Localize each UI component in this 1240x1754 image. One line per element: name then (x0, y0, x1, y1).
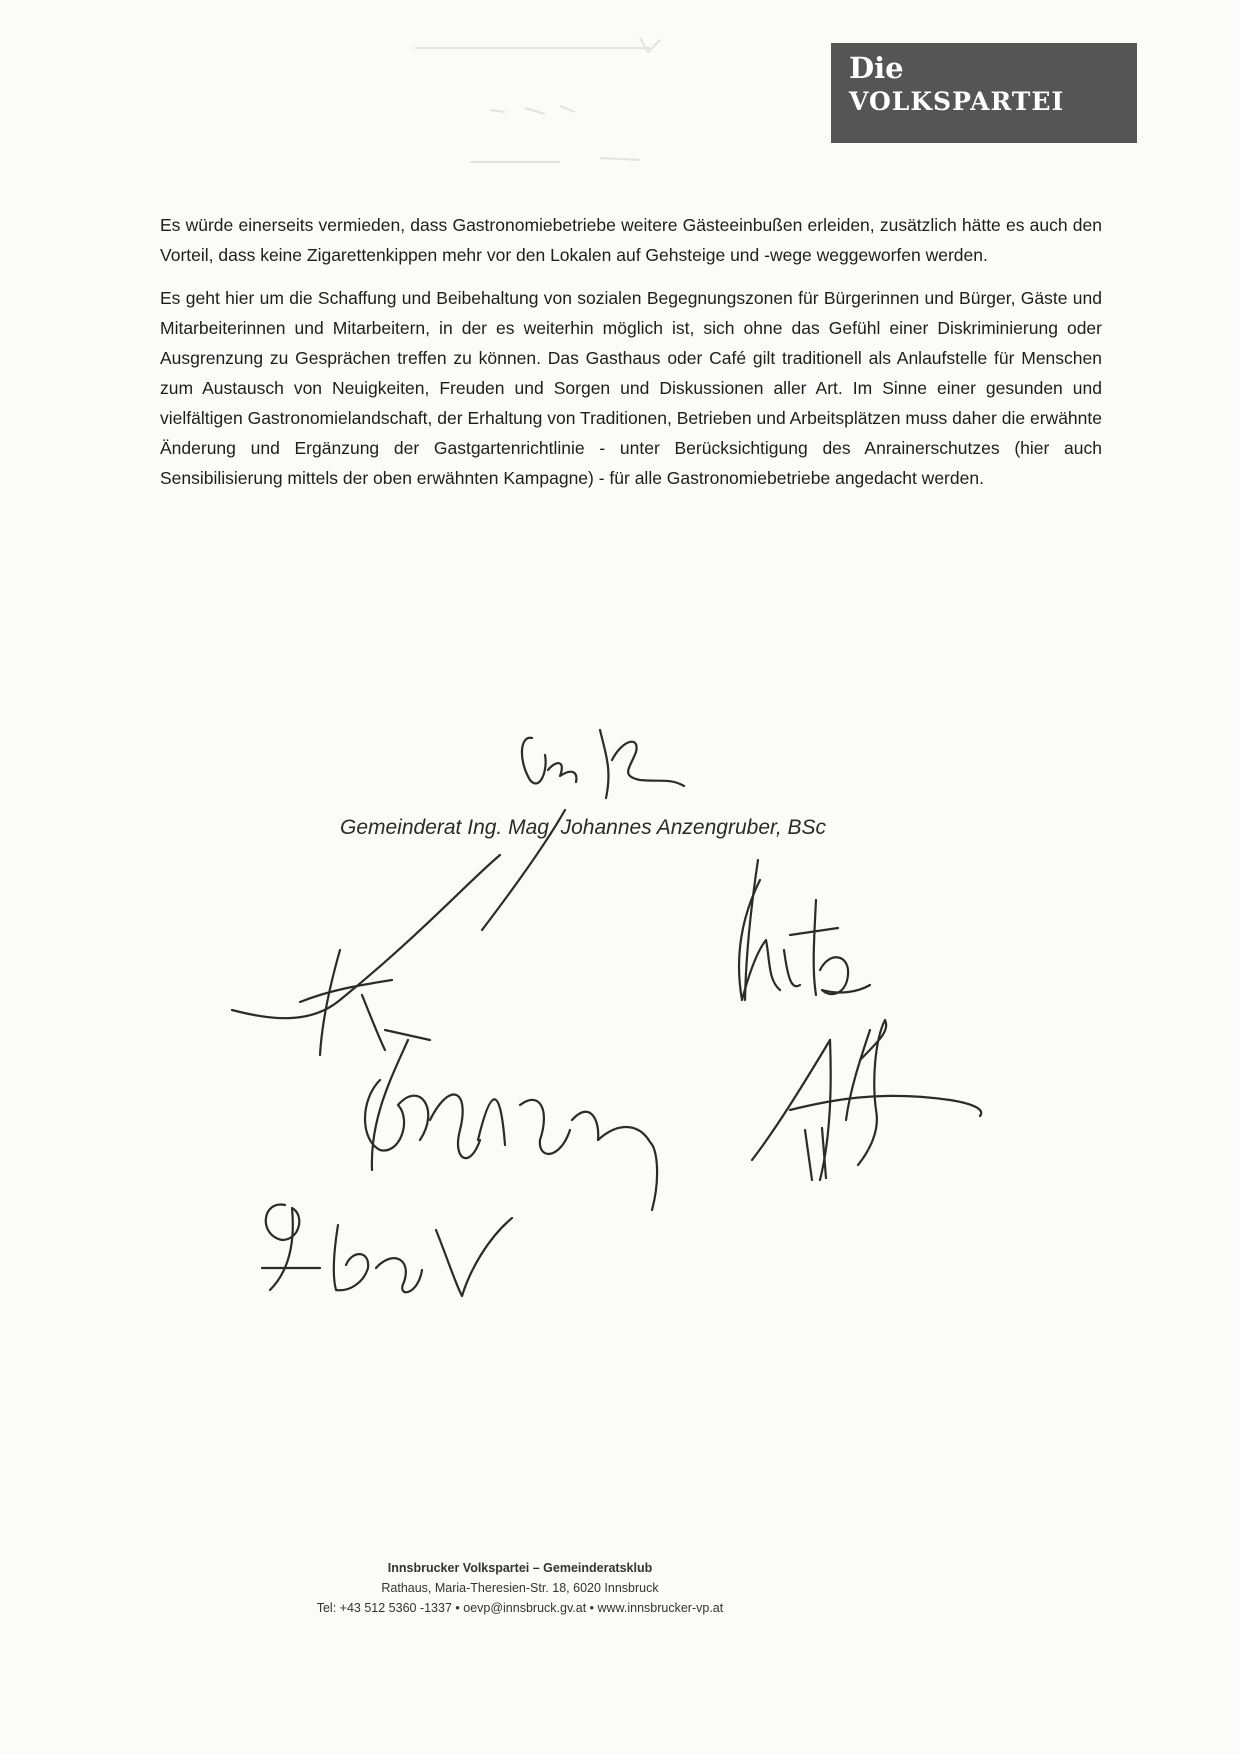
logo-line-die: Die (849, 51, 904, 85)
signature-left-middle (300, 950, 392, 1055)
footer-address: Rathaus, Maria-Theresien-Str. 18, 6020 Innsbruck (381, 1581, 659, 1595)
signature-kelle (365, 1030, 657, 1210)
signatory-name: Gemeinderat Ing. Mag. Johannes Anzengruber, BSc (340, 816, 827, 839)
footer-club-name: Innsbrucker Volkspartei – Gemeinderatsklub (387, 1561, 653, 1575)
paragraph: Es würde einerseits vermieden, dass Gastronomiebetriebe weitere Gästeeinbußen erleiden, zusätzlich hätte es auch den Vorteil, dass keine Zigarettenkippen mehr vor den Lokalen auf Gehsteige und -wege weggeworfen werden. (160, 215, 1102, 265)
signature-bottom-left (262, 1205, 512, 1296)
paragraph: Es geht hier um die Schaffung und Beibehaltung von sozialen Begegnungszonen für Bürgerinnen und Bürger, Gäste und Mitarbeiterinnen und Mitarbeitern, in der es weiterhin möglich ist, sich ohne das Gefühl einer Diskriminierung oder Ausgrenzung zu Gesprächen treffen zu können. Das Gasthaus oder Café gilt traditionell als Anlaufstelle für Menschen zum Austausch von Neuigkeiten, Freuden und Sorgen und Diskussionen aller Art. Im Sinne einer gesunden und vielfältigen Gastronomielandschaft, der Erhaltung von Traditionen, Betrieben und Arbeitsplätzen muss daher die erwähnte Änderung und Ergänzung der Gastgartenrichtlinie - unter Berücksichtigung des Anrainerschutzes (hier auch Sensibilisierung mittels der oben erwähnten Kampagne) - für alle Gastronomiebetriebe angedacht werden. (160, 288, 1102, 488)
letterhead-footer (180, 1558, 860, 1618)
signature-right-upper (739, 860, 870, 1000)
signature-long-stroke (232, 810, 565, 1018)
signature-anzengruber (522, 730, 684, 798)
footer-contact: Tel: +43 512 5360 -1337 • oevp@innsbruck.gv.at • www.innsbrucker-vp.at (316, 1601, 724, 1615)
signature-right-lower (752, 1020, 981, 1180)
logo-line-volkspartei: VOLKSPARTEI (849, 87, 1065, 116)
